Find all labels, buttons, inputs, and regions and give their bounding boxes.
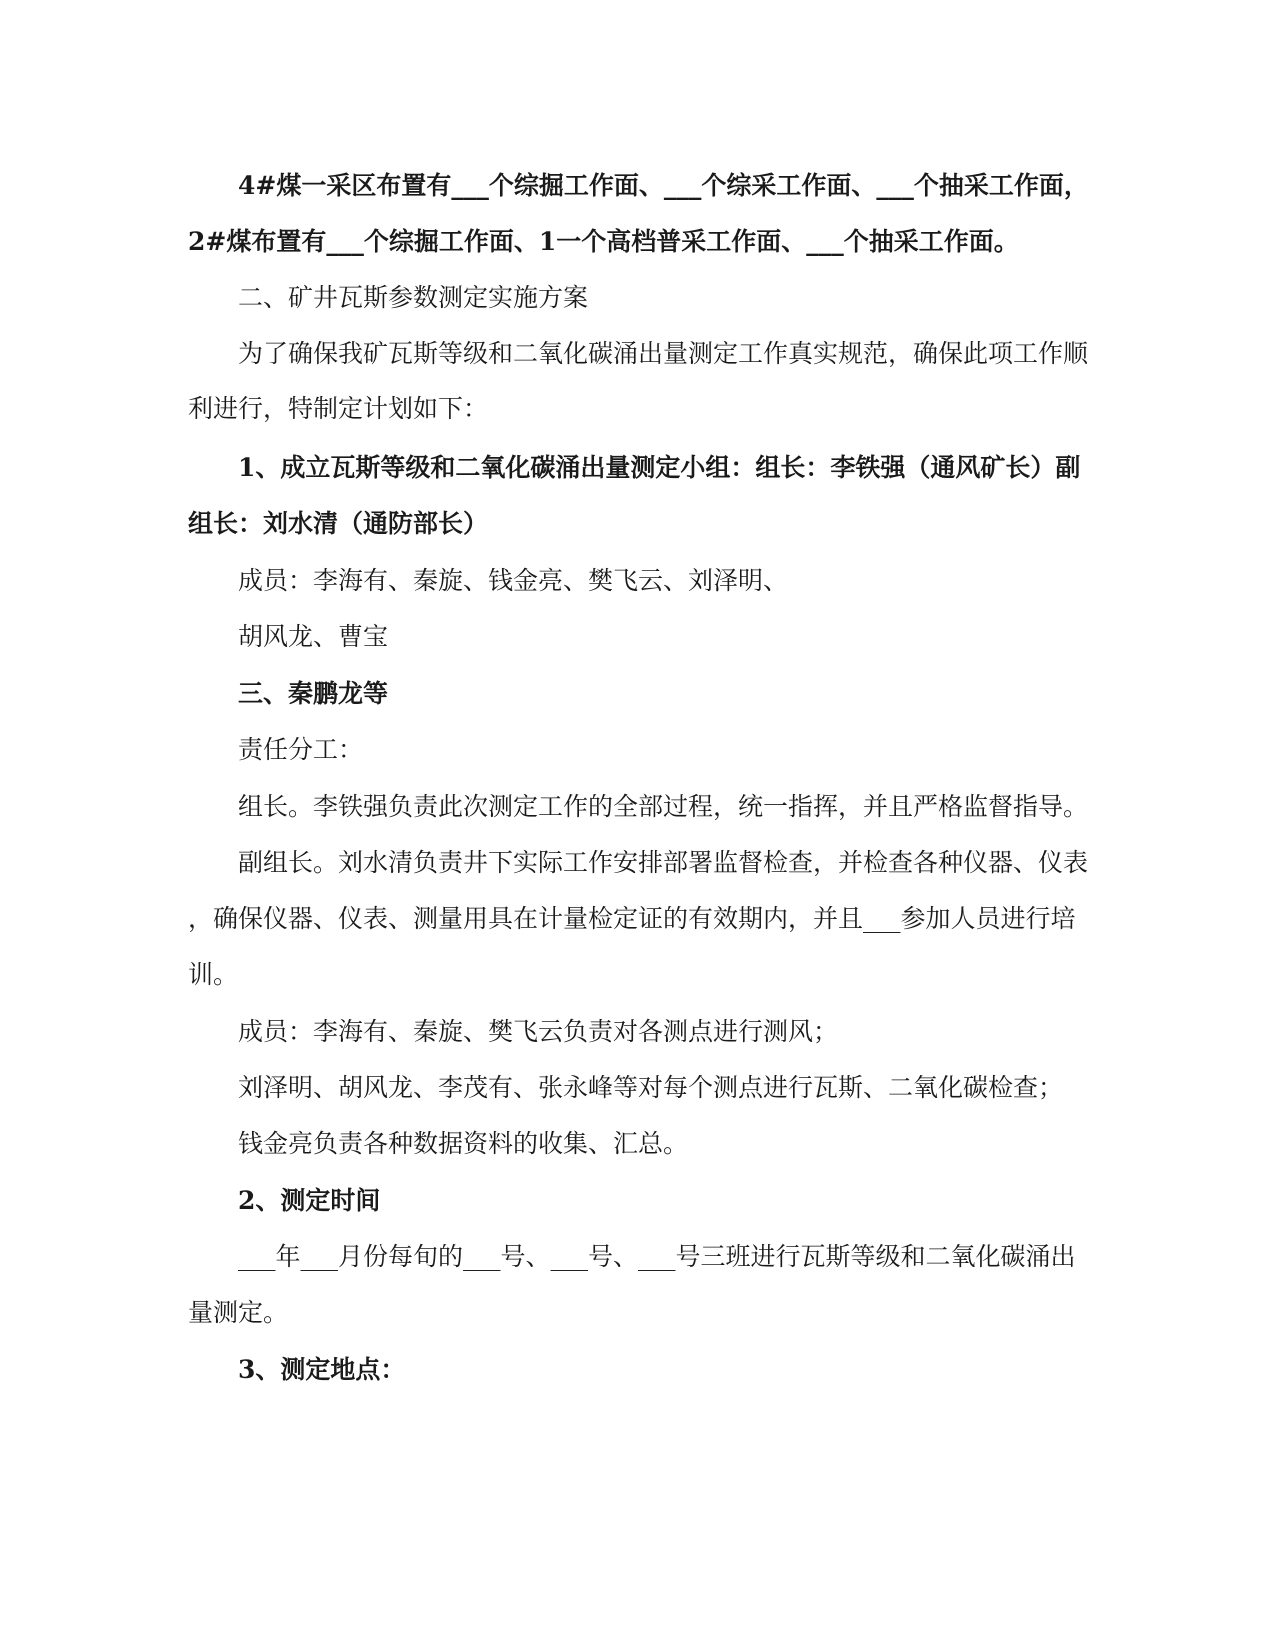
paragraph-line: 2#煤布置有___个综掘工作面、1一个高档普采工作面、___个抽采工作面。 (188, 227, 1019, 256)
paragraph-line: 成员：李海有、秦旋、钱金亮、樊飞云、刘泽明、 (238, 566, 789, 595)
paragraph-line: 量测定。 (188, 1298, 289, 1327)
paragraph-line: 副组长。刘水清负责井下实际工作安排部署监督检查，并检查各种仪器、仪表 (238, 848, 1089, 877)
paragraph-line: ，确保仪器、仪表、测量用具在计量检定证的有效期内，并且___参加人员进行培 (188, 904, 1076, 933)
paragraph-line: 组长。李铁强负责此次测定工作的全部过程，统一指挥，并且严格监督指导。 (238, 792, 1089, 821)
paragraph-line: 刘泽明、胡风龙、李茂有、张永峰等对每个测点进行瓦斯、二氧化碳检查； (238, 1073, 1064, 1102)
paragraph-line: ___年___月份每旬的___号、___号、___号三班进行瓦斯等级和二氧化碳涌出 (238, 1242, 1076, 1271)
paragraph-line: 责任分工： (238, 735, 364, 764)
paragraph-line: 4#煤一采区布置有___个综掘工作面、___个综采工作面、___个抽采工作面， (238, 171, 1089, 200)
paragraph-line: 胡风龙、曹宝 (238, 622, 389, 651)
paragraph-line: 利进行，特制定计划如下： (188, 394, 489, 423)
section-heading: 3、测定地点： (238, 1355, 406, 1384)
paragraph-line: 组长：刘水清（通防部长） (188, 509, 489, 538)
paragraph-line: 成员：李海有、秦旋、樊飞云负责对各测点进行测风； (238, 1017, 839, 1046)
section-heading: 三、秦鹏龙等 (238, 679, 389, 708)
paragraph-line: 钱金亮负责各种数据资料的收集、汇总。 (238, 1129, 689, 1158)
paragraph-line: 为了确保我矿瓦斯等级和二氧化碳涌出量测定工作真实规范，确保此项工作顺 (238, 339, 1089, 368)
paragraph-line: 1、成立瓦斯等级和二氧化碳涌出量测定小组：组长：李铁强（通风矿长）副 (238, 453, 1081, 482)
section-heading: 二、矿井瓦斯参数测定实施方案 (238, 283, 589, 312)
section-heading: 2、测定时间 (238, 1186, 381, 1215)
paragraph-line: 训。 (188, 960, 239, 989)
